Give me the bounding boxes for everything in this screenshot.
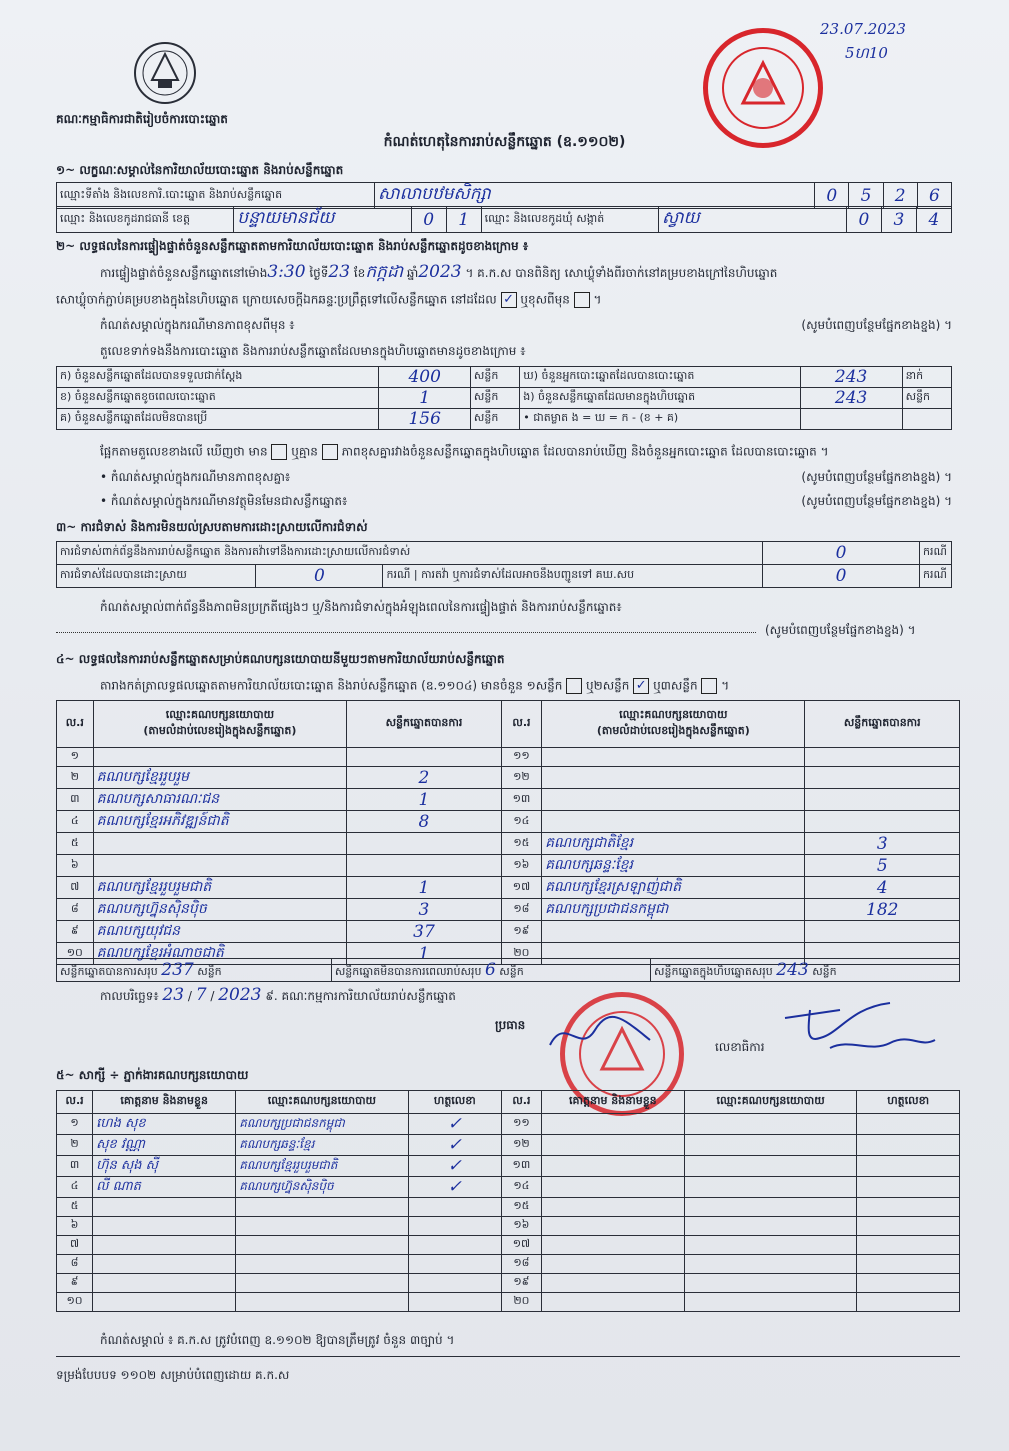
seal-text: សោឃ្លុំចាក់ភ្ជាប់គម្របខាងក្នុងនៃហិបឆ្នោត ក្រោយសេចក្ដីឯកឆន្ទៈប្រព្រឹត្តទៅលើសន្លឹកឆ្នោត នៅដដែល [56, 292, 497, 307]
party-name: គណបក្សខ្មែររួបរួមជាតិ [96, 879, 212, 895]
witness-name [541, 1236, 684, 1255]
count-unit: សន្លឹក [470, 388, 519, 409]
witness-signature [857, 1156, 960, 1177]
party-name: គណបក្សហ្វ៊ុនស៊ិនប៉ិច [96, 901, 207, 917]
col-sign: ហត្ថលេខា [408, 1091, 501, 1114]
results-table [56, 700, 960, 965]
section3-heading: ៣~ ការជំទាស់ និងការមិនយល់ស្របតាមការដោះស្រាយលើការជំទាស់ [56, 520, 368, 534]
count-intro: តួលេខទាក់ទងនឹងការបោះឆ្នោត និងការរាប់សន្លឹកឆ្នោតដែលមានក្នុងហិបឆ្នោតមានដូចខាងក្រោម ៖ [100, 344, 526, 358]
table-row [57, 1114, 960, 1135]
party-votes: 1 [418, 943, 430, 964]
party-votes: 3 [418, 899, 430, 920]
row-no: ១៦ [501, 855, 541, 877]
col-no: ល.រ [57, 1091, 93, 1114]
bullet-nonballot-text: • កំណត់សម្គាល់ក្នុងករណីមានវត្ថុមិនមែនជាសន្លឹកឆ្នោត៖ [100, 494, 348, 508]
forms-line: តារាងកត់ត្រាលទ្ធផលឆ្នោតតាមការិយាល័យបោះឆ្នោត និងរាប់សន្លឹកឆ្នោត (ឧ.១១០៤) មានចំនួន ១សន្លឹក ឬ២សន្លឹក ✓ ឬ៣សន្លឹក ។ [100, 678, 730, 693]
witness-name [541, 1217, 684, 1236]
col-votes: សន្លឹកឆ្នោតបានការ [347, 701, 501, 748]
row-no: ១០ [57, 1293, 93, 1312]
table-row [57, 1217, 960, 1236]
witness-party [684, 1156, 856, 1177]
fill-note: (សូមបំពេញបន្ថែមផ្នែកខាងខ្នង) ។ [801, 494, 952, 508]
bullet-difference [100, 470, 952, 485]
witness-name: ហេង សុខ [96, 1115, 146, 1131]
count-unit: សន្លឹក [902, 388, 951, 409]
commune-value: ស្វាយ [661, 208, 700, 228]
col-votes: សន្លឹកឆ្នោតបានការ [805, 701, 960, 748]
count-label: ក) ចំនួនសន្លឹកឆ្នោតដែលបានទទួលជាក់ស្ដែង [57, 367, 379, 388]
witness-signature: ✓ [447, 1114, 462, 1134]
resolved-unit: ករណី [386, 568, 411, 581]
difference-text: ឬគ្មាន [291, 444, 318, 459]
fill-note: (សូមបំពេញបន្ថែមផ្នែកខាងខ្នង) ។ [801, 318, 952, 332]
count-label: ង) ចំនួនសន្លឹកឆ្នោតដែលមានក្នុងហិបឆ្នោត [520, 388, 800, 409]
row-no: ១៩ [501, 921, 541, 943]
total-valid [57, 959, 332, 982]
count-label: • ជាតម្លាត ង = ឃ = ក - (ខ + គ) [520, 409, 800, 430]
row-no: ៧ [57, 1236, 93, 1255]
table-row [57, 1156, 960, 1177]
footer-form: ទម្រង់បែបបទ ១១០២ សម្រាប់បំពេញដោយ គ.ក.ស [56, 1368, 290, 1382]
witness-signature [857, 1177, 960, 1198]
section1-table-row2 [56, 206, 952, 233]
witness-party [684, 1274, 856, 1293]
count-row [57, 367, 952, 388]
committee-name: គណៈកម្មាធិការជាតិរៀបចំការបោះឆ្នោត [56, 112, 228, 126]
date-month: 7 [195, 985, 207, 1005]
witness-party [684, 1217, 856, 1236]
row-no: ១២ [502, 1135, 542, 1156]
form-title: កំណត់ហេតុនៃការរាប់សន្លឹកឆ្នោត (ឧ.១១០២) [383, 134, 626, 150]
row-no: ១៣ [502, 1156, 542, 1177]
stamp-date: 23.07.2023 [820, 20, 906, 38]
party-votes: 37 [413, 921, 435, 942]
objection-table [56, 541, 952, 588]
table-row [57, 767, 960, 789]
party-name: គណបក្សសាធារណៈជន [96, 791, 220, 807]
table-row [57, 899, 960, 921]
row-no: ១៨ [502, 1255, 542, 1274]
irregularity-note: កំណត់សម្គាល់ពាក់ព័ន្ធនឹងភាពមិនប្រក្រតីផ្សេងៗ ឬ/និងការជំទាស់ក្នុងអំឡុងពេលនៃការផ្ទៀងផ្ទាត់ និងការរាប់សន្លឹកឆ្នោត៖ [100, 600, 622, 614]
party-votes: 182 [866, 899, 899, 920]
col-party [542, 701, 805, 748]
col-party-sub: (តាមលំដាប់លេខរៀងក្នុងសន្លឹកឆ្នោត) [596, 724, 750, 737]
secretary-signature-icon [780, 998, 940, 1062]
same-checkbox[interactable]: ✓ [501, 292, 517, 308]
province-code-digit: 1 [446, 207, 481, 233]
chair-signature-icon [545, 1010, 655, 1060]
sign-org: ៩. គណៈកម្មការការិយាល័យរាប់សន្លឹកឆ្នោត [265, 989, 456, 1003]
witness-signature [857, 1114, 960, 1135]
table-row [57, 921, 960, 943]
count-label: ឃ) ចំនួនអ្នកបោះឆ្នោតដែលបានបោះឆ្នោត [520, 367, 800, 388]
row-no: ១៥ [502, 1198, 542, 1217]
complaint-unit: ករណី [920, 565, 952, 588]
chair-label: ប្រធាន [495, 1018, 526, 1032]
col-no: ល.រ [57, 701, 94, 748]
witness-party: គណបក្សប្រជាជនកម្ពុជា [239, 1116, 345, 1130]
witness-signature [857, 1135, 960, 1156]
party-votes: 1 [418, 877, 430, 898]
complaint-value: 0 [835, 566, 847, 586]
verification-text: ខែ [353, 266, 366, 280]
witness-name [541, 1135, 684, 1156]
irregularity-line [56, 620, 756, 633]
witness-party [684, 1255, 856, 1274]
complaint-label-text: ការតវ៉ា ឬការជំទាស់ដែលអាចនឹងបញ្ជូនទៅ គឃ.សប [421, 568, 635, 581]
witness-party: គណបក្សខ្មែររួបរួមជាតិ [239, 1158, 338, 1172]
witness-signature [857, 1274, 960, 1293]
count-unit: សន្លឹក [470, 367, 519, 388]
one-sheet-checkbox[interactable] [566, 678, 582, 694]
row-no: ៤ [57, 811, 94, 833]
row-no: ២០ [502, 1293, 542, 1312]
row-no: ១១ [501, 748, 541, 767]
table-row [57, 833, 960, 855]
fill-note: (សូមបំពេញបន្ថែមផ្នែកខាងខ្នង) ។ [765, 623, 916, 637]
row-no: ៧ [57, 877, 94, 899]
difference-line [100, 444, 829, 460]
complaint-label: ករណី | ការតវ៉ា ឬការជំទាស់ដែលអាចនឹងបញ្ជូនទៅ គឃ.សប [383, 565, 763, 588]
col-no: ល.រ [502, 1091, 542, 1114]
row-no: ១ [57, 1114, 93, 1135]
forms-text: តារាងកត់ត្រាលទ្ធផលឆ្នោតតាមការិយាល័យបោះឆ្នោត និងរាប់សន្លឹកឆ្នោត (ឧ.១១០៤) មានចំនួន ១សន្លឹក [100, 678, 563, 693]
no-difference-checkbox[interactable] [322, 444, 338, 460]
table-row [57, 1177, 960, 1198]
witness-party: គណបក្សហ្វ៊ុនស៊ិនប៉ិច [239, 1179, 334, 1193]
time-value: 3:30 [267, 262, 306, 282]
table-row [57, 748, 960, 767]
row-no: ២ [57, 1135, 93, 1156]
nec-emblem-icon [132, 40, 198, 106]
year-value: 2023 [418, 262, 462, 282]
party-name: គណបក្សខ្មែររួបរួម [96, 769, 189, 785]
day-value: 23 [328, 262, 351, 282]
party-votes: 1 [418, 789, 430, 810]
table-row [57, 1236, 960, 1255]
three-sheet-label: ឬ៣សន្លឹក [653, 678, 698, 693]
total-valid-value: 237 [161, 959, 194, 980]
objection-value: 0 [835, 543, 847, 563]
total-box-value: 243 [776, 959, 809, 980]
total-box-label: សន្លឹកឆ្នោតក្នុងហិបឆ្នោតសរុប [654, 964, 773, 978]
witness-signature: ✓ [447, 1156, 462, 1176]
date-day: 23 [162, 985, 185, 1005]
difference-text: ភាពខុសគ្នារវាងចំនួនសន្លឹកឆ្នោតក្នុងហិបឆ្នោត ដែលបានរាប់ឃើញ និងចំនួនអ្នកបោះឆ្នោត ដែលបានបោះឆ្នោត ។ [341, 444, 829, 459]
count-value: 243 [834, 367, 868, 387]
two-sheet-checkbox[interactable]: ✓ [633, 678, 649, 694]
row-no: ៩ [57, 1274, 93, 1293]
count-row [57, 409, 952, 430]
totals-table [56, 958, 960, 982]
witness-party [684, 1135, 856, 1156]
count-value: 243 [834, 388, 868, 408]
total-invalid-value: 6 [484, 959, 496, 980]
location-code-digit: 2 [883, 183, 917, 209]
col-name: គោត្តនាម និងនាមខ្លួន [541, 1091, 684, 1114]
col-party-title: ឈ្មោះគណបក្សនយោបាយ [619, 708, 728, 721]
row-no: ១១ [502, 1114, 542, 1135]
count-label: គ) ចំនួនសន្លឹកឆ្នោតដែលមិនបានប្រើ [57, 409, 379, 430]
party-votes: 3 [876, 833, 888, 854]
has-difference-checkbox[interactable] [271, 444, 287, 460]
party-name: គណបក្សប្រជាជនកម្ពុជា [545, 901, 669, 917]
footer-divider [56, 1356, 960, 1357]
different-label: ឬខុសពីមុន [520, 292, 570, 307]
verification-text: ។ គ.ក.ស បានពិនិត្យ សោឃ្លុំទាំងពីរចាក់នៅគម្របខាងក្រៅនៃហិបឆ្នោត [465, 266, 778, 280]
witness-name [541, 1274, 684, 1293]
location-code-digit: 0 [815, 183, 849, 209]
witness-signature [857, 1293, 960, 1312]
stamp-time: 5ហ10 [845, 44, 888, 62]
footer-note: កំណត់សម្គាល់ ៖ គ.ក.ស ត្រូវបំពេញ ឧ.១១០២ ឱ្យបានត្រឹមត្រូវ ចំនួន ៣ច្បាប់ ។ [100, 1333, 455, 1347]
row-no: ២ [57, 767, 94, 789]
row-no: ១០ [57, 943, 94, 965]
total-box [651, 959, 960, 982]
witness-party [684, 1236, 856, 1255]
witness-name: សុខ វណ្ណា [96, 1136, 145, 1152]
row-no: ៦ [57, 855, 94, 877]
seal-line: សោឃ្លុំចាក់ភ្ជាប់គម្របខាងក្នុងនៃហិបឆ្នោត ក្រោយសេចក្ដីឯកឆន្ទៈប្រព្រឹត្តទៅលើសន្លឹកឆ្នោត នៅដដែល ✓ ឬខុសពីមុន ។ [56, 292, 602, 307]
witness-name [541, 1114, 684, 1135]
resolved-label: ការជំទាស់ដែលបានដោះស្រាយ [57, 565, 256, 588]
row-no: ១ [57, 748, 94, 767]
table-row [57, 877, 960, 899]
table-row [57, 811, 960, 833]
witness-party [684, 1177, 856, 1198]
witness-name: លី ណាត [96, 1178, 141, 1194]
verification-line [100, 262, 778, 282]
party-name: គណបក្សឆន្ទៈខ្មែរ [545, 857, 633, 873]
count-unit [902, 409, 951, 430]
witness-name [541, 1177, 684, 1198]
witness-name [541, 1255, 684, 1274]
col-no: ល.រ [501, 701, 541, 748]
province-code-digit: 0 [411, 207, 446, 233]
party-name: គណបក្សខ្មែរអភិវឌ្ឍន៍ជាតិ [96, 813, 229, 829]
fill-note: (សូមបំពេញបន្ថែមផ្នែកខាងខ្នង) ។ [801, 470, 952, 484]
witness-party: គណបក្សឆន្ទៈខ្មែរ [239, 1137, 315, 1151]
location-code-digit: 6 [917, 183, 951, 209]
bullet-difference-text: • កំណត់សម្គាល់ក្នុងករណីមានភាពខុសគ្នា៖ [100, 470, 291, 484]
count-value: 1 [419, 388, 431, 408]
location-value: សាលាបឋមសិក្សា [378, 184, 491, 204]
party-name: គណបក្សខ្មែរស្រឡាញ់ជាតិ [545, 879, 681, 895]
table-row [57, 1198, 960, 1217]
row-no: ២០ [501, 943, 541, 965]
verification-text: ការផ្ទៀងផ្ទាត់ចំនួនសន្លឹកឆ្នោតនៅម៉ោង [100, 266, 268, 280]
difference-note-label: កំណត់សម្គាល់ក្នុងករណីមានភាពខុសពីមុន ៖ [100, 318, 295, 332]
witness-table [56, 1090, 960, 1312]
difference-text: ផ្អែកតាមតួលេខខាងលើ ឃើញថា មាន [100, 444, 268, 459]
witness-party [684, 1198, 856, 1217]
row-no: ១៤ [502, 1177, 542, 1198]
province-value: បន្ទាយមានជ័យ [237, 208, 335, 228]
commune-label: ឈ្មោះ និងលេខកូដឃុំ សង្កាត់ [481, 207, 658, 233]
total-unit: សន្លឹក [197, 964, 222, 978]
col-party-sub: (តាមលំដាប់លេខរៀងក្នុងសន្លឹកឆ្នោត) [143, 724, 297, 737]
location-label: ឈ្មោះទីតាំង និងលេខការិ.បោះឆ្នោត និងរាប់សន្លឹកឆ្នោត [57, 183, 375, 209]
row-no: ៥ [57, 1198, 93, 1217]
row-no: ៨ [57, 899, 94, 921]
difference-note [100, 318, 952, 333]
row-no: ៤ [57, 1177, 93, 1198]
row-no: ៣ [57, 1156, 93, 1177]
commune-code-digit: 4 [916, 207, 951, 233]
commune-code-digit: 0 [846, 207, 881, 233]
date-year: 2023 [218, 985, 262, 1005]
witness-name: ហ៊ុន សុង ស៊ី [96, 1157, 159, 1173]
row-no: ៨ [57, 1255, 93, 1274]
col-party [93, 701, 347, 748]
party-votes: 5 [876, 855, 888, 876]
witness-signature: ✓ [447, 1135, 462, 1155]
table-row [57, 1274, 960, 1293]
count-label: ខ) ចំនួនសន្លឹកឆ្នោតខូចពេលបោះឆ្នោត [57, 388, 379, 409]
row-no: ៥ [57, 833, 94, 855]
col-party-title: ឈ្មោះគណបក្សនយោបាយ [165, 708, 275, 721]
bullet-nonballot [100, 494, 952, 509]
month-value: កក្កដា [365, 262, 404, 282]
section4-heading: ៤~ លទ្ធផលនៃការរាប់សន្លឹកឆ្នោតសម្រាប់គណបក្សនយោបាយនីមួយៗតាមការិយាល័យរាប់សន្លឹកឆ្នោត [56, 652, 505, 666]
row-no: ១៣ [501, 789, 541, 811]
witness-signature [857, 1217, 960, 1236]
table-row [57, 1135, 960, 1156]
total-invalid-label: សន្លឹកឆ្នោតមិនបានការពេលរាប់សរុប [334, 964, 482, 978]
two-sheet-label: ឬ២សន្លឹក [586, 678, 630, 693]
table-row [57, 1255, 960, 1274]
row-no: ១៤ [501, 811, 541, 833]
verification-text: ឆ្នាំ [406, 266, 419, 280]
row-no: ៣ [57, 789, 94, 811]
objection-unit: ករណី [920, 542, 952, 565]
total-invalid [331, 959, 650, 982]
col-name: គោត្តនាម និងនាមខ្លួន [93, 1091, 236, 1114]
different-checkbox[interactable] [574, 292, 590, 308]
section1-table [56, 182, 952, 209]
secretary-label: លេខាធិការ [715, 1040, 765, 1054]
three-sheet-checkbox[interactable] [701, 678, 717, 694]
row-no: ៩ [57, 921, 94, 943]
section2-heading: ២~ លទ្ធផលនៃការផ្ទៀងផ្ទាត់ចំនួនសន្លឹកឆ្នោតតាមការិយាល័យបោះឆ្នោត និងរាប់សន្លឹកឆ្នោតដូចខាងក្រោម ៖ [56, 239, 529, 253]
table-row [57, 1293, 960, 1312]
party-votes: 4 [876, 877, 888, 898]
witness-name [541, 1198, 684, 1217]
witness-name [541, 1156, 684, 1177]
col-party: ឈ្មោះគណបក្សនយោបាយ [236, 1091, 408, 1114]
table-row [57, 789, 960, 811]
party-name: គណបក្សខ្មែរអំណាចជាតិ [96, 945, 224, 961]
date-line: កាលបរិច្ឆេទ៖ 23 / 7 / 2023 ៩. គណៈកម្មការការិយាល័យរាប់សន្លឹកឆ្នោត [100, 985, 456, 1005]
row-no: ១៥ [501, 833, 541, 855]
witness-party [684, 1293, 856, 1312]
witness-name [541, 1293, 684, 1312]
party-votes: 8 [418, 811, 430, 832]
count-unit: នាក់ [902, 367, 951, 388]
objection-label: ការជំទាស់ពាក់ព័ន្ធនឹងការរាប់សន្លឹកឆ្នោត និងការតវ៉ាទៅនឹងការដោះស្រាយលើការជំទាស់ [57, 542, 763, 565]
row-no: ១៦ [502, 1217, 542, 1236]
location-code-digit: 5 [849, 183, 883, 209]
total-valid-label: សន្លឹកឆ្នោតបានការសរុប [60, 964, 158, 978]
row-no: ១២ [501, 767, 541, 789]
official-stamp-top [703, 28, 823, 148]
resolved-value: 0 [314, 566, 325, 586]
party-votes: 2 [418, 767, 430, 788]
row-no: ១៧ [501, 877, 541, 899]
count-row [57, 388, 952, 409]
total-unit: សន្លឹក [499, 964, 524, 978]
witness-signature [857, 1236, 960, 1255]
table-row [57, 855, 960, 877]
row-no: ១៨ [501, 899, 541, 921]
party-name: គណបក្សជាតិខ្មែរ [545, 835, 634, 851]
verification-text: ថ្ងៃទី [309, 266, 329, 280]
section1-heading: ១~ លក្ខណៈសម្គាល់នៃការិយាល័យបោះឆ្នោត និងរាប់សន្លឹកឆ្នោត [56, 163, 344, 177]
col-party: ឈ្មោះគណបក្សនយោបាយ [684, 1091, 856, 1114]
witness-signature [857, 1198, 960, 1217]
count-table [56, 366, 952, 430]
witness-party [684, 1114, 856, 1135]
total-unit: សន្លឹក [812, 964, 837, 978]
witness-signature: ✓ [447, 1177, 462, 1197]
row-no: ៦ [57, 1217, 93, 1236]
party-name: គណបក្សយុវជន [96, 923, 181, 939]
date-label: កាលបរិច្ឆេទ៖ [100, 989, 159, 1003]
section5-heading: ៥~ សាក្សី ÷ ភ្នាក់ងារគណបក្សនយោបាយ [56, 1068, 249, 1082]
row-no: ១៧ [502, 1236, 542, 1255]
row-no: ១៩ [502, 1274, 542, 1293]
witness-signature [857, 1255, 960, 1274]
count-value: 400 [408, 367, 441, 387]
count-unit: សន្លឹក [470, 409, 519, 430]
province-label: ឈ្មោះ និងលេខកូដរាជធានី ខេត្ត [57, 207, 234, 233]
col-sign: ហត្ថលេខា [857, 1091, 960, 1114]
commune-code-digit: 3 [881, 207, 916, 233]
count-value: 156 [408, 409, 441, 429]
